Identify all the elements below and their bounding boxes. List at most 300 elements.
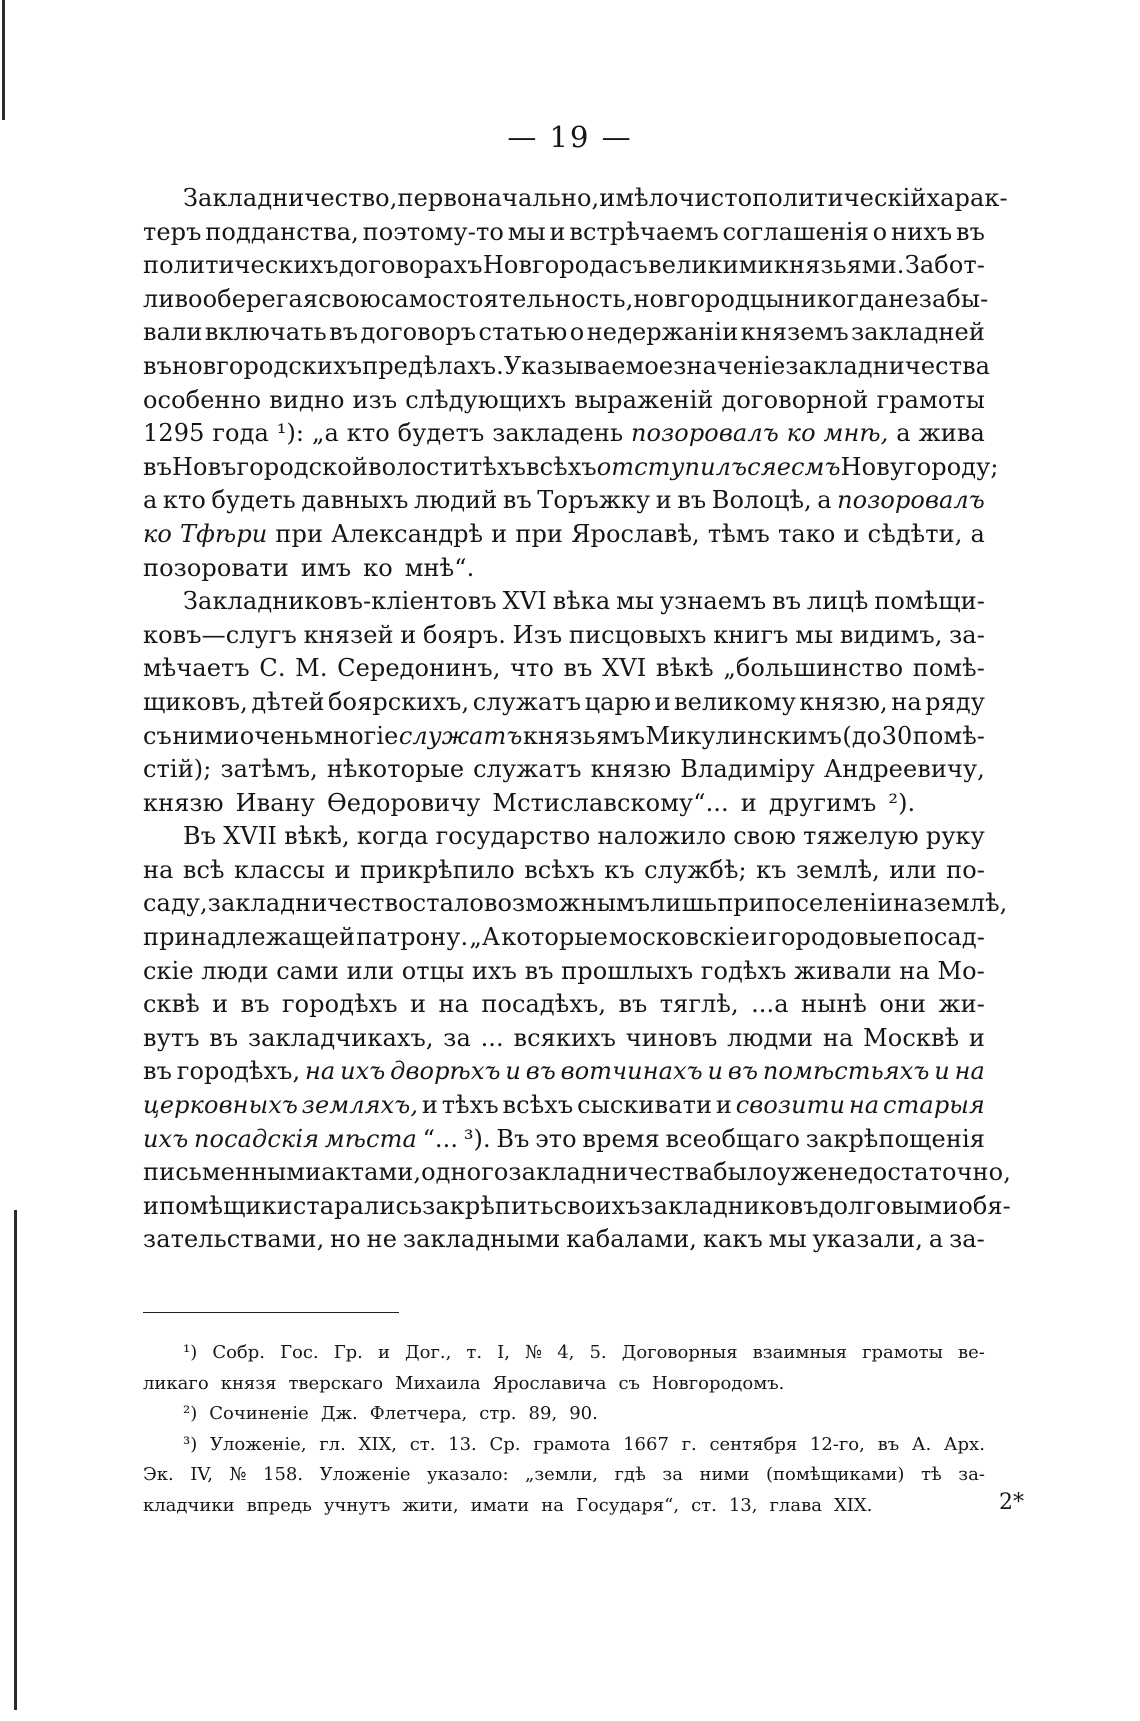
word: всѣхъ: [524, 855, 595, 884]
word: Ивану: [235, 788, 315, 817]
word: и: [740, 788, 757, 817]
word: въ: [329, 318, 359, 347]
word: на: [438, 990, 469, 1019]
word: всякихъ: [513, 1023, 617, 1052]
word: 30: [881, 721, 913, 750]
text-line: [143, 955, 985, 989]
word: закладень: [492, 419, 624, 448]
word: ст.: [691, 1494, 717, 1516]
word: Владиміру: [680, 755, 815, 784]
text-line: [143, 619, 985, 653]
word: въ: [727, 1057, 759, 1086]
word: помѣ-: [912, 721, 985, 750]
word: въ: [877, 1433, 900, 1455]
word: и: [968, 1023, 985, 1052]
word: ве-: [957, 1342, 985, 1363]
word: посадѣхъ,: [481, 990, 607, 1019]
text-line: [143, 417, 985, 451]
word: саду,: [143, 889, 208, 918]
word: въ: [143, 351, 172, 380]
text-line: [143, 720, 985, 754]
word: учнутъ: [323, 1494, 391, 1516]
word: Арх.: [943, 1433, 985, 1455]
word: при: [515, 519, 563, 548]
word: съ: [143, 721, 172, 750]
text-line: [143, 451, 999, 485]
word: Уложеніе: [319, 1464, 411, 1485]
word: въ: [563, 654, 593, 683]
word: мы: [616, 587, 655, 616]
word: свозити: [735, 1091, 846, 1120]
footnotes: [143, 1338, 985, 1521]
text-line: [143, 316, 985, 350]
word: имъ: [300, 553, 352, 582]
word: г.: [681, 1433, 697, 1455]
word: свою: [733, 822, 796, 851]
word: посад-: [903, 923, 985, 952]
word: вѣка: [552, 587, 611, 616]
word: къ: [604, 855, 635, 884]
word: кто: [346, 419, 390, 448]
word: самостоятельность,: [380, 284, 634, 313]
word: ихъ: [471, 956, 518, 985]
word: въ: [677, 486, 707, 515]
word: особенно: [143, 385, 262, 414]
word: въ: [240, 990, 270, 1019]
text-line: [143, 854, 985, 888]
word: „А: [469, 923, 501, 952]
word: встрѣчаемъ: [569, 217, 719, 246]
word: долговыми: [818, 1191, 959, 1220]
word: 5.: [589, 1342, 607, 1363]
word: за: [662, 1464, 683, 1485]
word: уже: [776, 1158, 828, 1187]
word: новгородскихъ: [171, 351, 363, 380]
word: закладниковъ: [640, 1191, 819, 1220]
word: и: [143, 1191, 160, 1220]
word: мѣчаетъ: [143, 654, 250, 683]
word: закладными: [402, 1225, 561, 1254]
word: закрѣпощенія: [805, 1124, 985, 1153]
word: XIX,: [358, 1433, 397, 1455]
word: закладничества: [508, 1158, 714, 1187]
word: поселеніи: [764, 889, 893, 918]
word: кладчики: [143, 1494, 235, 1516]
scan-edge-mark-top: [2, 0, 5, 120]
word: IV,: [190, 1464, 213, 1485]
word: новгородцы: [633, 284, 785, 313]
word: мы: [507, 217, 546, 246]
word: въ: [143, 1057, 172, 1086]
word: оберегая: [202, 284, 319, 313]
word: московскіе: [609, 923, 750, 952]
word: на: [304, 1057, 336, 1086]
word: (до: [842, 721, 882, 750]
word: т.: [466, 1342, 483, 1363]
word: харак-: [926, 184, 1008, 212]
word: и: [377, 1342, 390, 1363]
word: какъ: [702, 1225, 763, 1254]
word: первоначально,: [397, 184, 600, 212]
word: было: [713, 1158, 777, 1187]
word: скіе: [143, 956, 194, 985]
word: Мо-: [937, 956, 985, 985]
word: ко: [786, 419, 816, 448]
word: въ: [618, 990, 648, 1019]
word: это: [535, 1124, 577, 1153]
word: грамоты: [876, 385, 985, 414]
text-line: [143, 686, 985, 720]
word: 1667: [623, 1433, 669, 1455]
word: сыскивати: [577, 1091, 713, 1120]
word: №: [525, 1342, 543, 1363]
word: городѣхъ,: [176, 1057, 301, 1086]
word: князю,: [799, 687, 888, 716]
word: мы: [768, 1225, 807, 1254]
word: грамота: [533, 1433, 611, 1455]
word: въ: [209, 1023, 239, 1052]
word: за-: [949, 1225, 985, 1254]
word: люди: [201, 956, 269, 985]
word: изъ: [352, 385, 398, 414]
word: ¹):: [276, 419, 305, 448]
word: ...а: [751, 990, 789, 1019]
word: патрону.: [356, 923, 469, 952]
word: лицѣ: [806, 587, 869, 616]
word: Торъжку: [537, 486, 651, 515]
word: года: [212, 419, 269, 448]
word: отцы: [401, 956, 465, 985]
word: закладничества: [785, 351, 991, 380]
word: землѣ,: [923, 889, 1008, 918]
word: Флетчера,: [369, 1403, 468, 1424]
word: князьями.: [773, 251, 905, 280]
word: Гос.: [280, 1342, 319, 1363]
word: при: [717, 889, 765, 918]
word: на: [541, 1494, 565, 1516]
word: тѣ: [920, 1464, 942, 1485]
word: Андреевичу,: [823, 755, 985, 784]
word: тверскаго: [288, 1372, 384, 1394]
word: имати: [470, 1494, 530, 1516]
text-line: [143, 249, 985, 283]
word: въ: [772, 587, 802, 616]
text-line: [143, 988, 985, 1022]
word: вѣкѣ: [655, 654, 714, 683]
word: позоровалъ: [630, 419, 779, 448]
word: дѣтей: [251, 687, 325, 716]
word: волости: [367, 452, 470, 481]
word: Дог.,: [405, 1342, 452, 1363]
word: князей: [303, 620, 394, 649]
word: 89,: [528, 1403, 558, 1424]
word: взаимныя: [752, 1342, 848, 1363]
word: Михаила: [395, 1372, 481, 1394]
word: Москвѣ: [863, 1023, 960, 1052]
text-line: [143, 1022, 985, 1056]
word: принадлежащей: [143, 923, 356, 952]
word: поэтому-то: [362, 217, 504, 246]
word: на: [954, 1057, 985, 1086]
word: на: [143, 855, 174, 884]
word: ¹): [183, 1342, 198, 1363]
word: свою: [318, 284, 381, 313]
word: Дж.: [320, 1403, 358, 1424]
text-line: [143, 1223, 985, 1257]
word: и: [655, 486, 672, 515]
word: по-: [946, 855, 985, 884]
word: или: [346, 956, 395, 985]
word: и: [505, 1057, 521, 1086]
word: включать: [204, 318, 327, 347]
word: и: [934, 1057, 950, 1086]
word: руку: [925, 822, 985, 851]
word: ливо: [143, 284, 203, 313]
word: XIX.: [833, 1494, 873, 1516]
word: живали: [794, 956, 892, 985]
word: ихъ: [340, 1057, 386, 1086]
word: закладчикахъ,: [247, 1023, 434, 1052]
word: договорахъ: [338, 251, 483, 280]
word: XVI: [502, 587, 547, 616]
word: ст.: [409, 1433, 436, 1455]
word: тѣхъ: [441, 1091, 499, 1120]
word: Закладничество,: [183, 184, 398, 212]
text-line: [143, 283, 989, 317]
text-line: [143, 1190, 1011, 1224]
word: стр.: [479, 1403, 517, 1424]
word: Изъ: [512, 620, 563, 649]
word: жи-: [938, 990, 985, 1019]
word: Середонинъ,: [337, 654, 501, 683]
word: Тфѣри: [180, 519, 268, 548]
word: XVI: [602, 654, 647, 683]
word: вутъ: [143, 1023, 200, 1052]
word: на: [822, 1023, 854, 1052]
word: другимъ: [768, 788, 877, 817]
word: щиковъ,: [143, 687, 248, 716]
word: ...: [480, 1023, 504, 1052]
word: Государя“,: [576, 1494, 680, 1516]
word: въ: [502, 486, 532, 515]
word: помѣщи-: [874, 587, 985, 616]
word: о: [569, 318, 585, 347]
word: всѣ: [182, 855, 225, 884]
word: договоръ: [360, 318, 477, 347]
scan-edge-mark-bottom: [14, 1210, 17, 1710]
word: дворѣхъ: [390, 1057, 501, 1086]
word: службѣ;: [644, 855, 747, 884]
word: и: [654, 687, 671, 716]
word: и: [334, 855, 351, 884]
word: подданства,: [205, 217, 359, 246]
word: сѣдѣти,: [867, 519, 963, 548]
word: за-: [949, 620, 985, 649]
word: боярскихъ,: [327, 687, 470, 716]
word: многіе: [314, 721, 399, 750]
word: Забот-: [904, 251, 985, 280]
word: служатъ: [473, 755, 582, 784]
word: служатъ: [472, 687, 582, 716]
word: тако: [778, 519, 836, 548]
word: къ: [756, 855, 787, 884]
text-line: [143, 1123, 985, 1157]
word: и: [410, 990, 427, 1019]
word: ними: [172, 721, 240, 750]
word: княземъ: [740, 318, 849, 347]
word: Микулинскимъ: [645, 721, 842, 750]
word: глава: [769, 1494, 822, 1516]
word: Ѳедоровичу: [327, 788, 481, 817]
word: недостаточно,: [827, 1158, 1011, 1187]
word: наложило: [597, 822, 727, 851]
word: Волоцѣ,: [711, 486, 812, 515]
word: старыя: [883, 1091, 985, 1120]
text-line: [143, 216, 985, 250]
word: закладней: [851, 318, 985, 347]
word: князя: [220, 1372, 277, 1394]
word: прикрѣпило: [359, 855, 515, 884]
word: 12-го,: [809, 1433, 865, 1455]
word: мѣста: [324, 1124, 417, 1153]
word: актами,: [321, 1158, 422, 1187]
word: ряду: [925, 687, 985, 716]
word: стій);: [143, 755, 212, 784]
text-line: [143, 820, 985, 854]
word: людми: [727, 1023, 814, 1052]
text-line: [143, 182, 1008, 216]
text-line: [143, 1055, 985, 1089]
word: Александрѣ: [331, 519, 484, 548]
word: предѣлахъ.: [362, 351, 504, 380]
word: одного: [421, 1158, 509, 1187]
footnote-divider: [143, 1312, 399, 1313]
word: соглашенія: [722, 217, 869, 246]
text-line: [143, 585, 985, 619]
word: при: [275, 519, 324, 548]
word: Сочиненіе: [209, 1403, 309, 1424]
word: Закладниковъ-кліентовъ: [183, 587, 497, 616]
word: затѣмъ,: [220, 755, 318, 784]
word: политическій: [752, 184, 927, 212]
word: „земли,: [525, 1464, 598, 1485]
word: 158.: [263, 1464, 304, 1485]
word: и: [751, 923, 768, 952]
word: гл.: [319, 1433, 346, 1455]
signature-mark: 2*: [999, 1490, 1024, 1515]
word: закрѣпить: [422, 1191, 554, 1220]
word: недержаніи: [586, 318, 739, 347]
word: Въ: [496, 1124, 530, 1153]
word: въ: [525, 1057, 556, 1086]
word: 90.: [569, 1403, 598, 1424]
word: указало:: [427, 1464, 509, 1485]
word: а: [896, 419, 911, 448]
word: нѣкоторые: [326, 755, 465, 784]
word: кабалами,: [566, 1225, 698, 1254]
word: закладничество: [207, 889, 413, 918]
word: классы: [233, 855, 326, 884]
word: и: [715, 1091, 732, 1120]
text-line: [143, 1089, 985, 1123]
text-line: [143, 1460, 985, 1491]
text-line: [143, 1338, 985, 1369]
word: сквѣ: [143, 990, 200, 1019]
page-number: — 19 —: [507, 120, 633, 154]
word: ко: [363, 553, 393, 582]
word: чиновъ: [625, 1023, 718, 1052]
word: позоровалъ: [837, 486, 985, 515]
word: политическихъ: [143, 251, 339, 280]
word: своихъ: [553, 1191, 641, 1220]
word: вотчинахъ: [560, 1057, 703, 1086]
word: Мстиславскому“...: [492, 788, 729, 817]
word: тѣхъ: [469, 452, 526, 481]
word: городѣхъ: [281, 990, 398, 1019]
word: ²): [183, 1403, 198, 1424]
word: церковныхъ: [143, 1091, 298, 1120]
word: помѣстьяхъ: [762, 1057, 930, 1086]
word: бояръ.: [423, 620, 506, 649]
word: давныхъ: [301, 486, 409, 515]
word: тѣмъ: [707, 519, 770, 548]
word: сами: [276, 956, 340, 985]
word: годѣхъ: [700, 956, 787, 985]
word: Гр.: [333, 1342, 363, 1363]
word: князю: [590, 755, 672, 784]
word: на: [892, 889, 924, 918]
word: и: [707, 1057, 724, 1086]
word: о: [872, 217, 888, 246]
word: мы: [795, 620, 834, 649]
word: всѣхъ: [526, 452, 597, 481]
word: старались: [292, 1191, 423, 1220]
word: или: [889, 855, 937, 884]
text-line: [143, 753, 985, 787]
word: нихъ: [891, 217, 953, 246]
word: а: [928, 1225, 944, 1254]
word: обя-: [958, 1191, 1011, 1220]
word: они: [879, 990, 927, 1019]
word: Указываемое: [503, 351, 674, 380]
word: имѣло: [599, 184, 679, 212]
word: посадскія: [193, 1124, 320, 1153]
word: великому: [673, 687, 796, 716]
word: значеніе: [673, 351, 786, 380]
text-line: [143, 921, 985, 955]
word: сентября: [709, 1433, 798, 1455]
word: царю: [584, 687, 651, 716]
word: Договорныя: [621, 1342, 738, 1363]
word: “...: [422, 1124, 459, 1153]
word: узнаемъ: [659, 587, 767, 616]
word: тяглѣ,: [659, 990, 739, 1019]
word: въ: [524, 956, 554, 985]
text-line: [143, 887, 1008, 921]
word: мнѣ,: [823, 419, 889, 448]
word: всеобщаго: [665, 1124, 801, 1153]
word: за: [443, 1023, 471, 1052]
word: ихъ: [143, 1124, 189, 1153]
word: забы-: [918, 284, 989, 313]
word: государство: [435, 822, 591, 851]
word: на: [891, 687, 922, 716]
text-line: [143, 1430, 985, 1461]
word: М.: [295, 654, 328, 683]
word: и: [843, 519, 860, 548]
word: писцовыхъ: [568, 620, 707, 649]
text-line: [143, 552, 985, 586]
